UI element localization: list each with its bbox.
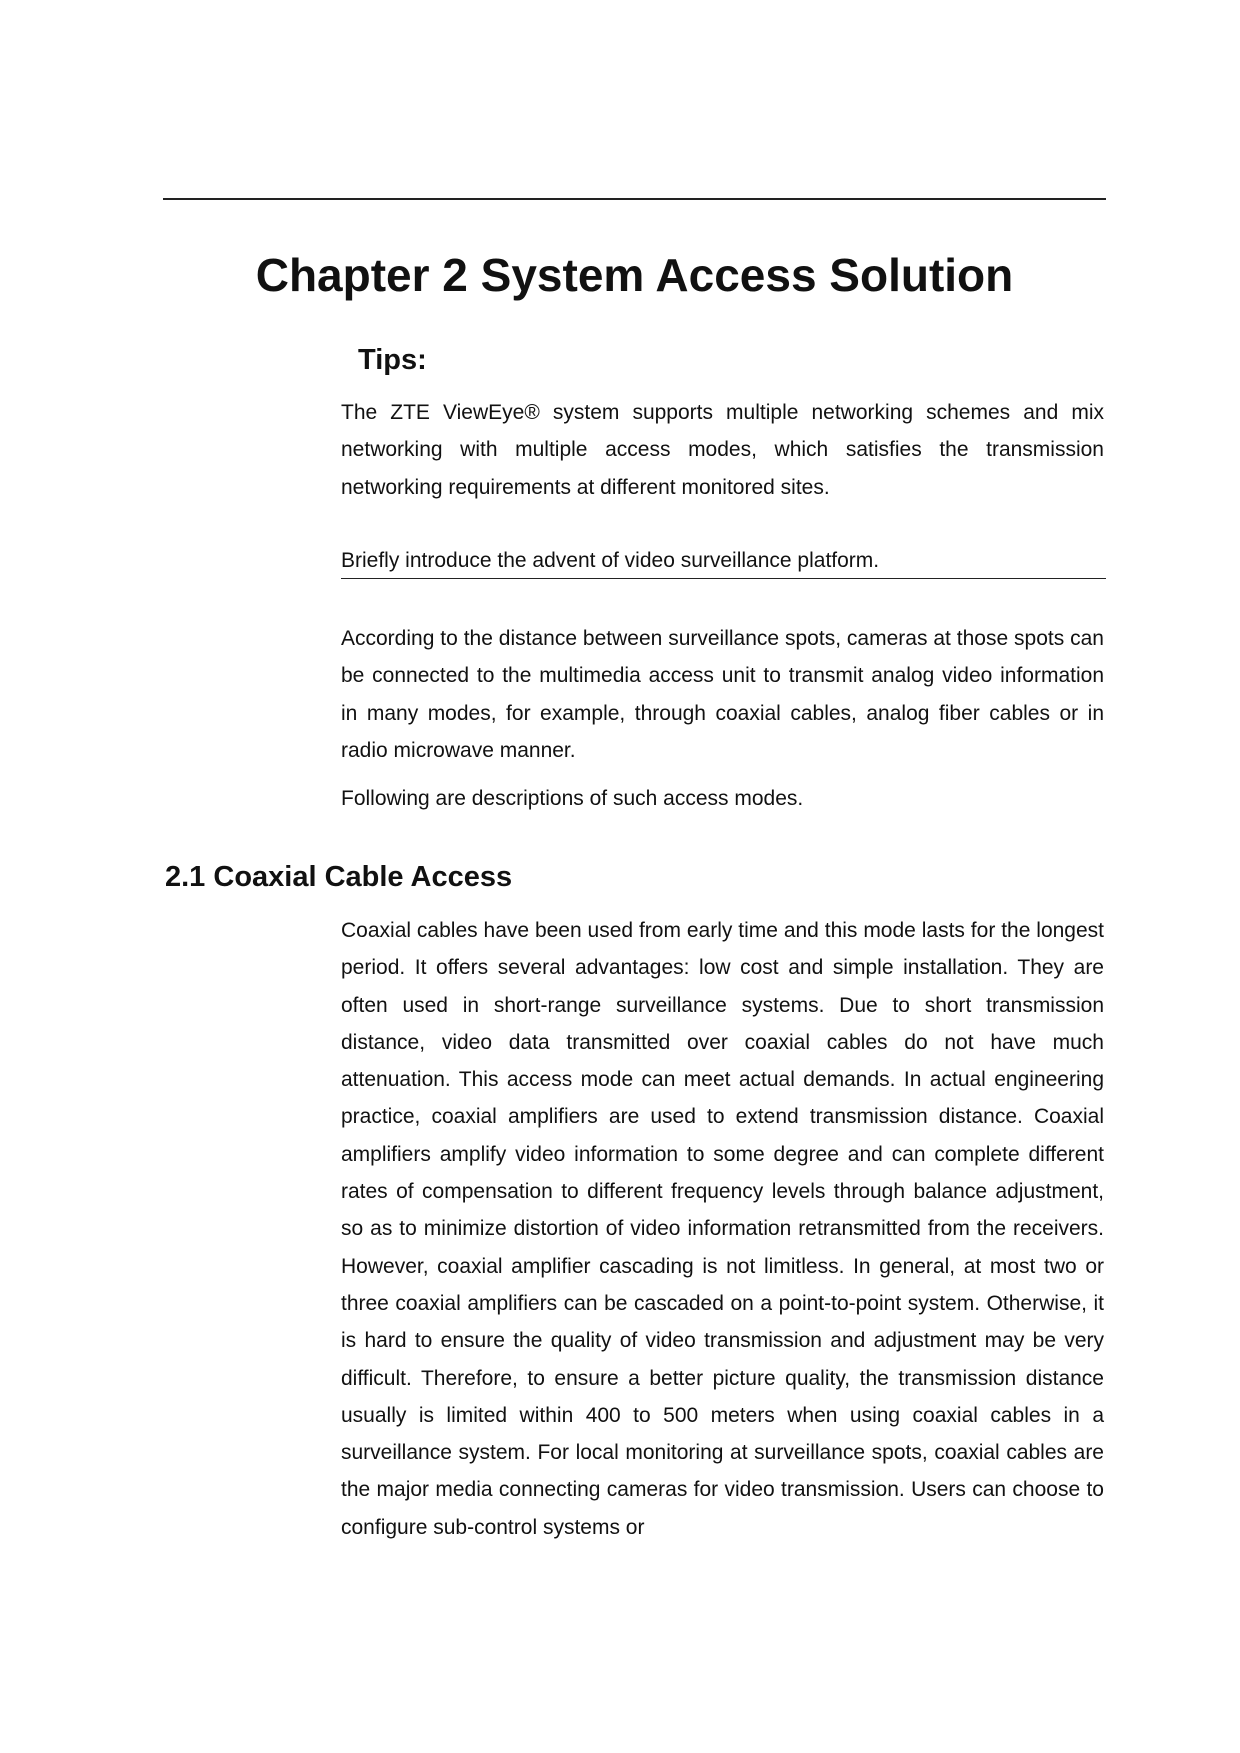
summary-text: Briefly introduce the advent of video surveillance platform. bbox=[341, 549, 880, 572]
intro-paragraph: According to the distance between surveillance spots, cameras at those spots can be connected to the multimedia access unit to transmit analog video information in many modes, for example, through coaxial cables, analog fiber cables or in radio microwave manner. bbox=[341, 627, 1104, 762]
section-heading: 2.1 Coaxial Cable Access bbox=[165, 861, 513, 893]
section-paragraph: Coaxial cables have been used from early time and this mode lasts for the longest period. It offers several advantages: low cost and simple installation. They are often used in short-range surveillance systems. Due to short transmission distance, video data transmitted over coaxial cables do not have much attenuation. This access mode can meet actual demands. In actual engineering practice, coaxial amplifiers are used to extend transmission distance. Coaxial amplifiers amplify video information to some degree and can complete different rates of compensation to different frequency levels through balance adjustment, so as to minimize distortion of video information retransmitted from the receivers. However, coaxial amplifier cascading is not limitless. In general, at most two or three coaxial amplifiers can be cascaded on a point-to-point system. Otherwise, it is hard to ensure the quality of video transmission and adjustment may be very difficult. Therefore, to ensure a better picture quality, the transmission distance usually is limited within 400 to 500 meters when using coaxial cables in a surveillance system. For local monitoring at surveillance spots, coaxial cables are the major media connecting cameras for video transmission. Users can choose to configure sub-control systems or bbox=[341, 919, 1104, 1539]
following-paragraph: Following are descriptions of such access modes. bbox=[341, 787, 804, 810]
chapter-summary bbox=[341, 544, 1106, 579]
tips-heading: Tips: bbox=[358, 344, 427, 376]
tips-paragraph: The ZTE ViewEye® system supports multiple networking schemes and mix networking with multiple access modes, which satisfies the transmission networking requirements at different monitored sites. bbox=[341, 401, 1104, 499]
header-rule bbox=[163, 198, 1106, 200]
chapter-title: Chapter 2 System Access Solution bbox=[255, 249, 1014, 301]
